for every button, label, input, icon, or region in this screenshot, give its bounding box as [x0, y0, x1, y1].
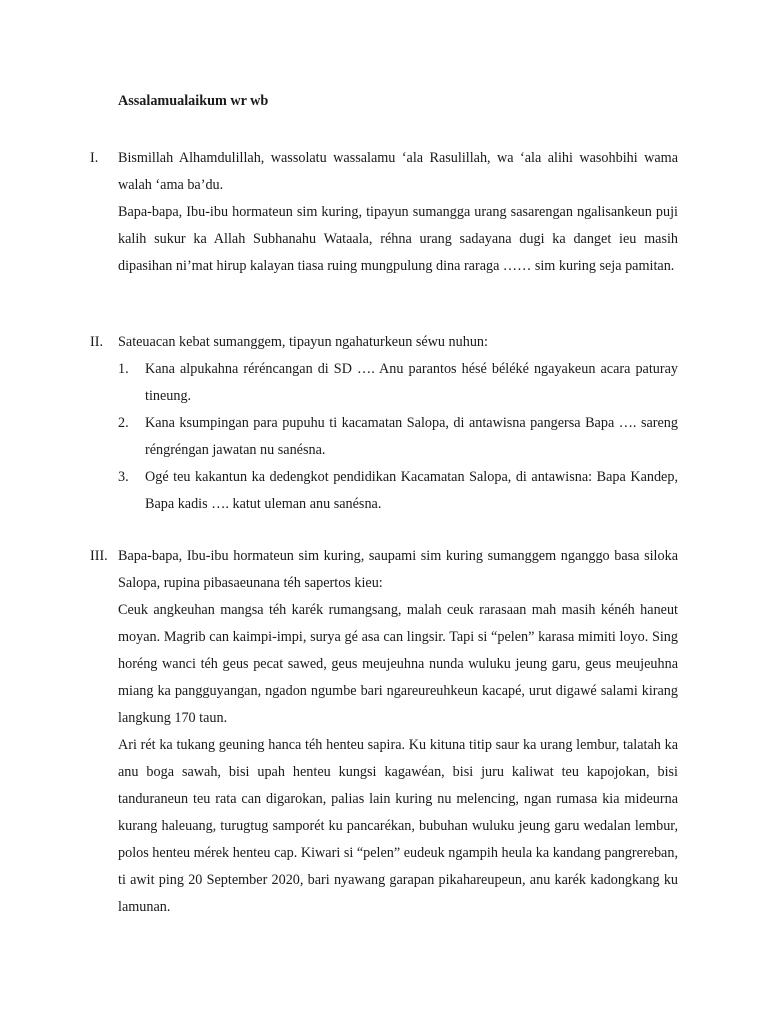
- section-intro: Sateuacan kebat sumanggem, tipayun ngahaturkeun séwu nuhun:: [118, 334, 488, 350]
- list-item: [118, 410, 678, 464]
- section-body: [118, 543, 678, 921]
- section-numeral: I.: [90, 150, 99, 166]
- paragraph: Bapa-bapa, Ibu-ibu hormateun sim kuring, tipayun sumangga urang sasarengan ngalisankeun puji kalih sukur ka Allah Subhanahu Wataala, réhna urang sadayana dugi ka danget ieu masih dipasihan ni’mat hirup kalayan tiasa ruing mungpulung dina raraga …… sim kuring seja pamitan.: [118, 204, 678, 274]
- list-item-text: Kana alpukahna réréncangan di SD …. Anu parantos hésé béléké ngayakeun acara paturay tineung.: [145, 361, 678, 404]
- paragraph: Bapa-bapa, Ibu-ibu hormateun sim kuring, saupami sim kuring sumanggem nganggo basa siloka Salopa, rupina pibasaeunana téh sapertos kieu:: [118, 548, 678, 591]
- list-item-number: 1.: [118, 361, 129, 377]
- section-body: [118, 145, 678, 280]
- section-numeral: III.: [90, 548, 108, 564]
- paragraph: Ceuk angkeuhan mangsa téh karék rumangsang, malah ceuk rarasaan mah masih kénéh haneut moyan. Magrib can kaimpi-impi, surya gé asa can lingsir. Tapi si “pelen” karasa mimiti loyo. Sing horéng wanci téh geus pecat sawed, geus meujeuhna nunda wuluku jeung garu, geus meujeuhna miang ka pangguyangan, ngadon ngumbe bari ngareureuhkeun kacapé, urut digawé salami kirang langkung 170 taun.: [118, 602, 678, 726]
- section-body: [118, 329, 678, 518]
- list-item: [118, 464, 678, 518]
- section-1: [90, 145, 678, 280]
- greeting-heading: Assalamualaikum wr wb: [118, 93, 269, 109]
- list-item: [118, 356, 678, 410]
- list-item-number: 2.: [118, 415, 129, 431]
- list-item-text: Ogé teu kakantun ka dedengkot pendidikan Kacamatan Salopa, di antawisna: Bapa Kandep, Bapa kadis …. katut uleman anu sanésna.: [145, 469, 678, 512]
- section-2: [90, 329, 678, 518]
- list-item-number: 3.: [118, 469, 129, 485]
- list-item-text: Kana ksumpingan para pupuhu ti kacamatan Salopa, di antawisna pangersa Bapa …. sareng réngréngan jawatan nu sanésna.: [145, 415, 678, 458]
- paragraph: Bismillah Alhamdulillah, wassolatu wassalamu ‘ala Rasulillah, wa ‘ala alihi wasohbihi wama walah ‘ama ba’du.: [118, 150, 678, 193]
- section-3: [90, 543, 678, 921]
- paragraph: Ari rét ka tukang geuning hanca téh henteu sapira. Ku kituna titip saur ka urang lembur, talatah ka anu boga sawah, bisi upah henteu kungsi kagawéan, bisi juru kaliwat teu kapojokan, bisi tanduraneun teu rata can digarokan, palias lain kuring nu melencing, ngan rumasa kia mideurna kurang haleuang, turugtug samporét ku pancarékan, bubuhan wuluku jeung garu wedalan lembur, polos henteu mérek henteu cap. Kiwari si “pelen” eudeuk ngampih heula ka kandang pangrereban, ti awit ping 20 September 2020, bari nyawang garapan pikahareupeun, anu karék kadongkang ku lamunan.: [118, 737, 678, 915]
- section-numeral: II.: [90, 334, 103, 350]
- thanks-list: [118, 356, 678, 518]
